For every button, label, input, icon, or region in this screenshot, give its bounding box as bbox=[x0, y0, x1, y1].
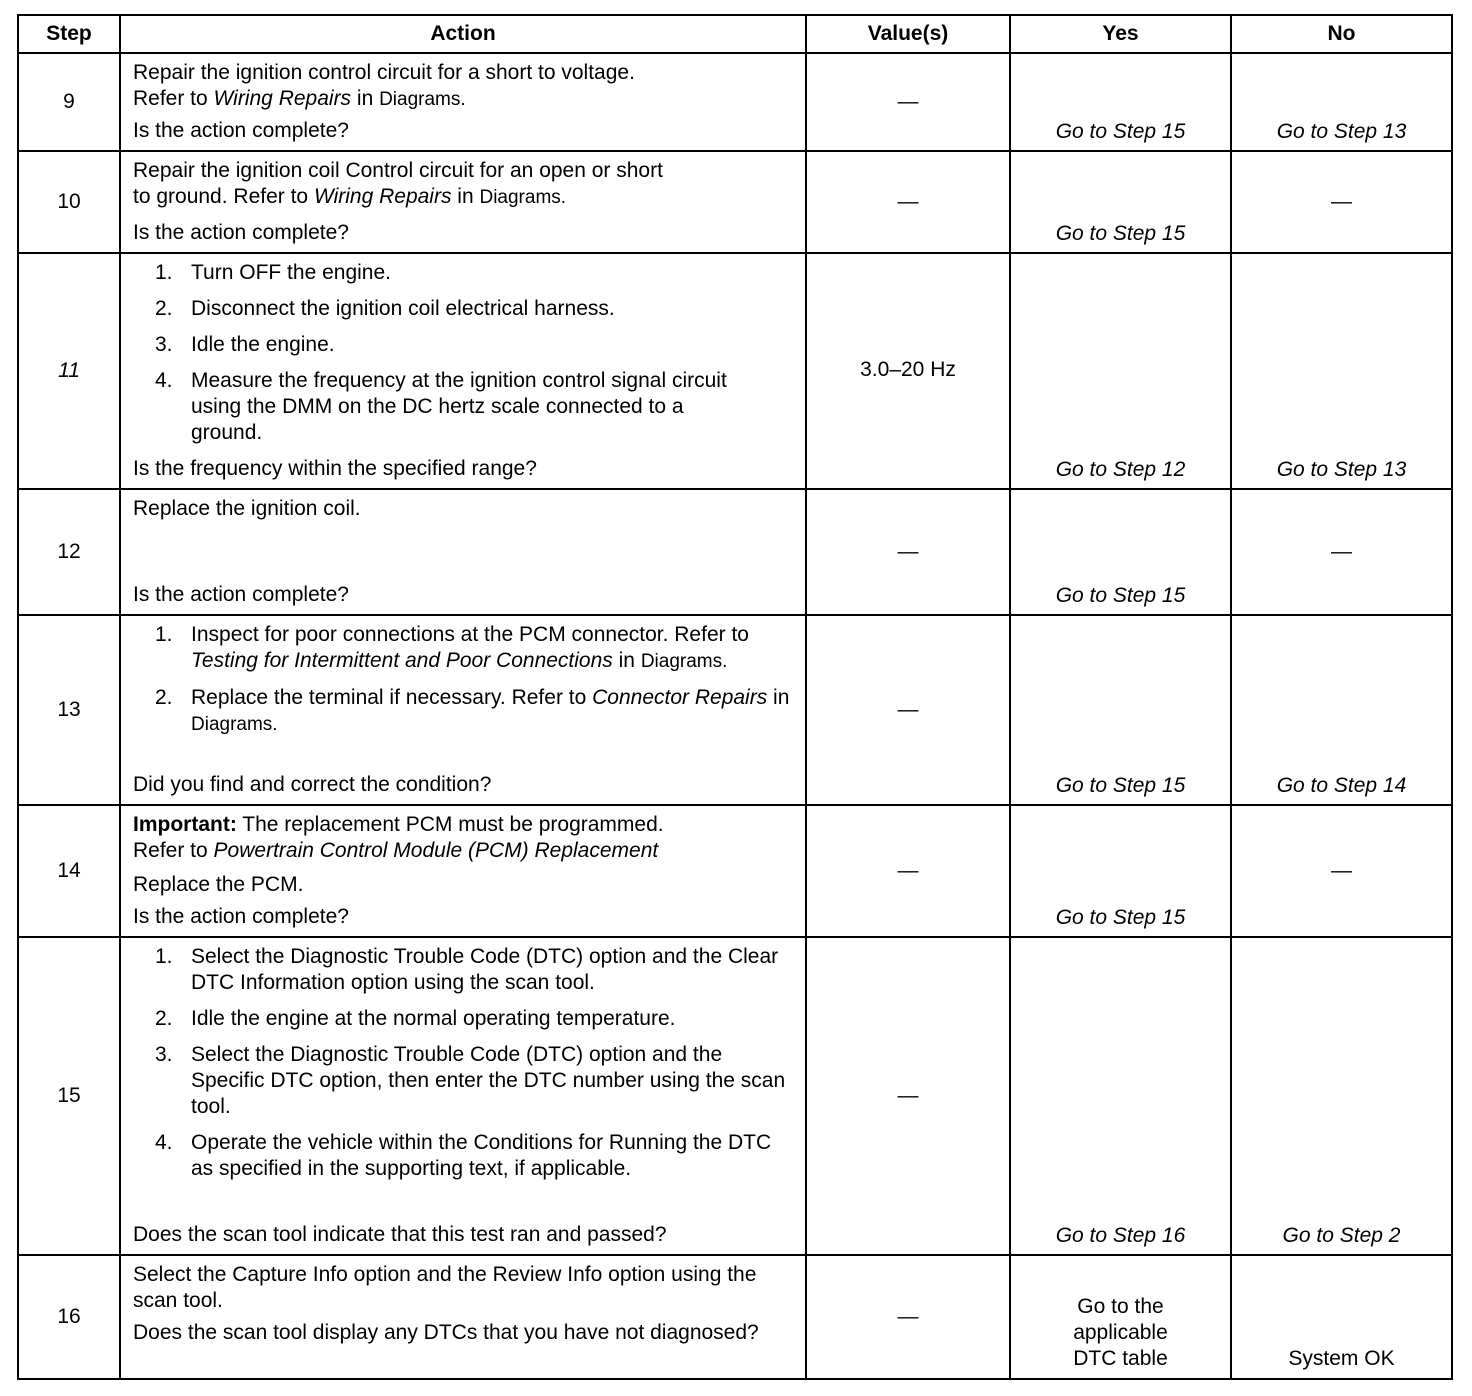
action-text: Select the Capture Info option and the Review Info option using the scan tool. bbox=[133, 1263, 757, 1312]
no-cell bbox=[1231, 53, 1452, 151]
action-cell bbox=[120, 489, 806, 615]
list-item: 4. Measure the frequency at the ignition control signal circuit using the DMM on the DC hertz scale connected to a ground. bbox=[155, 369, 727, 444]
action-cell bbox=[120, 1255, 806, 1379]
go-to-step-link[interactable]: Go to Step 15 bbox=[1055, 906, 1186, 929]
no-cell: — bbox=[1231, 805, 1452, 937]
value-cell: — bbox=[806, 1255, 1010, 1379]
yes-cell bbox=[1010, 805, 1231, 937]
no-cell: — bbox=[1231, 151, 1452, 253]
action-question: Is the frequency within the specified range? bbox=[133, 457, 537, 480]
action-steps-list bbox=[133, 622, 795, 738]
value-cell: — bbox=[806, 151, 1010, 253]
table-row-step-15 bbox=[18, 937, 1452, 1255]
action-cell bbox=[120, 53, 806, 151]
important-note: Important: The replacement PCM must be programmed. Refer to Powertrain Control Module (PCM) Replacement bbox=[133, 813, 664, 862]
go-to-step-link[interactable]: Go to Step 13 bbox=[1276, 120, 1407, 143]
action-text: Repair the ignition control circuit for a short to voltage. Refer to Wiring Repairs in Diagrams. bbox=[133, 61, 635, 110]
yes-cell bbox=[1010, 615, 1231, 805]
table-row-step-13 bbox=[18, 615, 1452, 805]
table-row-step-11 bbox=[18, 253, 1452, 489]
header-row bbox=[18, 15, 1452, 53]
table-row-step-16 bbox=[18, 1255, 1452, 1379]
list-item: 1. Inspect for poor connections at the PCM connector. Refer to Testing for Intermittent and Poor Connections in Diagrams. bbox=[155, 623, 749, 672]
action-text: Repair the ignition coil Control circuit for an open or short to ground. Refer to Wiring Repairs in Diagrams. bbox=[133, 159, 663, 208]
table-row-step-12 bbox=[18, 489, 1452, 615]
action-cell bbox=[120, 615, 806, 805]
step-number: 13 bbox=[18, 615, 120, 805]
header-no: No bbox=[1231, 15, 1452, 53]
yes-cell bbox=[1010, 253, 1231, 489]
step-number: 11 bbox=[18, 253, 120, 489]
list-item: 3. Select the Diagnostic Trouble Code (DTC) option and the Specific DTC option, then enter the DTC number using the scan tool. bbox=[155, 1043, 786, 1118]
go-to-step-link[interactable]: Go to Step 15 bbox=[1055, 222, 1186, 245]
list-item: 2. Replace the terminal if necessary. Refer to Connector Repairs in Diagrams. bbox=[155, 686, 790, 735]
list-item: 3. Idle the engine. bbox=[155, 333, 335, 356]
yes-cell bbox=[1010, 53, 1231, 151]
yes-cell bbox=[1010, 151, 1231, 253]
diagnostic-table bbox=[17, 14, 1453, 1380]
list-item: 4. Operate the vehicle within the Conditions for Running the DTC as specified in the supporting text, if applicable. bbox=[155, 1131, 772, 1180]
action-question: Is the action complete? bbox=[133, 905, 349, 928]
yes-cell bbox=[1010, 1255, 1231, 1379]
step-number: 9 bbox=[18, 53, 120, 151]
list-item: 1. Turn OFF the engine. bbox=[155, 261, 391, 284]
table-row-step-14 bbox=[18, 805, 1452, 937]
go-to-step-link[interactable]: Go to Step 15 bbox=[1055, 584, 1186, 607]
list-item: 1. Select the Diagnostic Trouble Code (DTC) option and the Clear DTC Information option using the scan tool. bbox=[155, 945, 779, 994]
header-step: Step bbox=[18, 15, 120, 53]
value-cell: 3.0–20 Hz bbox=[806, 253, 1010, 489]
step-number: 12 bbox=[18, 489, 120, 615]
no-cell bbox=[1231, 253, 1452, 489]
table-row-step-10 bbox=[18, 151, 1452, 253]
action-cell bbox=[120, 253, 806, 489]
list-item: 2. Idle the engine at the normal operating temperature. bbox=[155, 1007, 676, 1030]
value-cell: — bbox=[806, 53, 1010, 151]
no-cell bbox=[1231, 615, 1452, 805]
value-cell: — bbox=[806, 805, 1010, 937]
go-to-step-link[interactable]: Go to Step 14 bbox=[1276, 774, 1407, 797]
action-question: Is the action complete? bbox=[133, 119, 349, 142]
action-cell bbox=[120, 805, 806, 937]
go-to-step-link[interactable]: Go to Step 12 bbox=[1055, 458, 1186, 481]
go-to-step-link[interactable]: Go to Step 15 bbox=[1055, 774, 1186, 797]
header-yes: Yes bbox=[1010, 15, 1231, 53]
go-to-step-link[interactable]: Go to Step 13 bbox=[1276, 458, 1407, 481]
action-question: Did you find and correct the condition? bbox=[133, 773, 492, 796]
action-steps-list bbox=[133, 944, 795, 1182]
table-row-step-9 bbox=[18, 53, 1452, 151]
yes-cell bbox=[1010, 937, 1231, 1255]
action-question: Does the scan tool display any DTCs that you have not diagnosed? bbox=[133, 1321, 759, 1344]
go-to-step-link[interactable]: Go to Step 2 bbox=[1282, 1224, 1401, 1247]
header-values: Value(s) bbox=[806, 15, 1010, 53]
go-to-step-link[interactable]: Go to Step 16 bbox=[1055, 1224, 1186, 1247]
header-action: Action bbox=[120, 15, 806, 53]
list-item: 2. Disconnect the ignition coil electrical harness. bbox=[155, 297, 615, 320]
step-number: 14 bbox=[18, 805, 120, 937]
action-steps-list bbox=[133, 260, 795, 446]
action-text: Replace the ignition coil. bbox=[133, 497, 361, 520]
action-question: Is the action complete? bbox=[133, 221, 349, 244]
go-to-dtc-table-link[interactable]: Go to the applicable DTC table bbox=[1073, 1295, 1168, 1370]
value-cell: — bbox=[806, 489, 1010, 615]
step-number: 15 bbox=[18, 937, 120, 1255]
action-question: Is the action complete? bbox=[133, 583, 349, 606]
step-number: 10 bbox=[18, 151, 120, 253]
important-label: Important: bbox=[133, 813, 237, 836]
action-cell bbox=[120, 151, 806, 253]
action-question: Does the scan tool indicate that this test ran and passed? bbox=[133, 1223, 667, 1246]
no-cell bbox=[1231, 1255, 1452, 1379]
go-to-step-link[interactable]: Go to Step 15 bbox=[1055, 120, 1186, 143]
action-cell bbox=[120, 937, 806, 1255]
no-cell bbox=[1231, 937, 1452, 1255]
step-number: 16 bbox=[18, 1255, 120, 1379]
system-ok-result: System OK bbox=[1288, 1347, 1395, 1370]
yes-cell bbox=[1010, 489, 1231, 615]
no-cell: — bbox=[1231, 489, 1452, 615]
action-text: Replace the PCM. bbox=[133, 873, 304, 896]
value-cell: — bbox=[806, 615, 1010, 805]
value-cell: — bbox=[806, 937, 1010, 1255]
